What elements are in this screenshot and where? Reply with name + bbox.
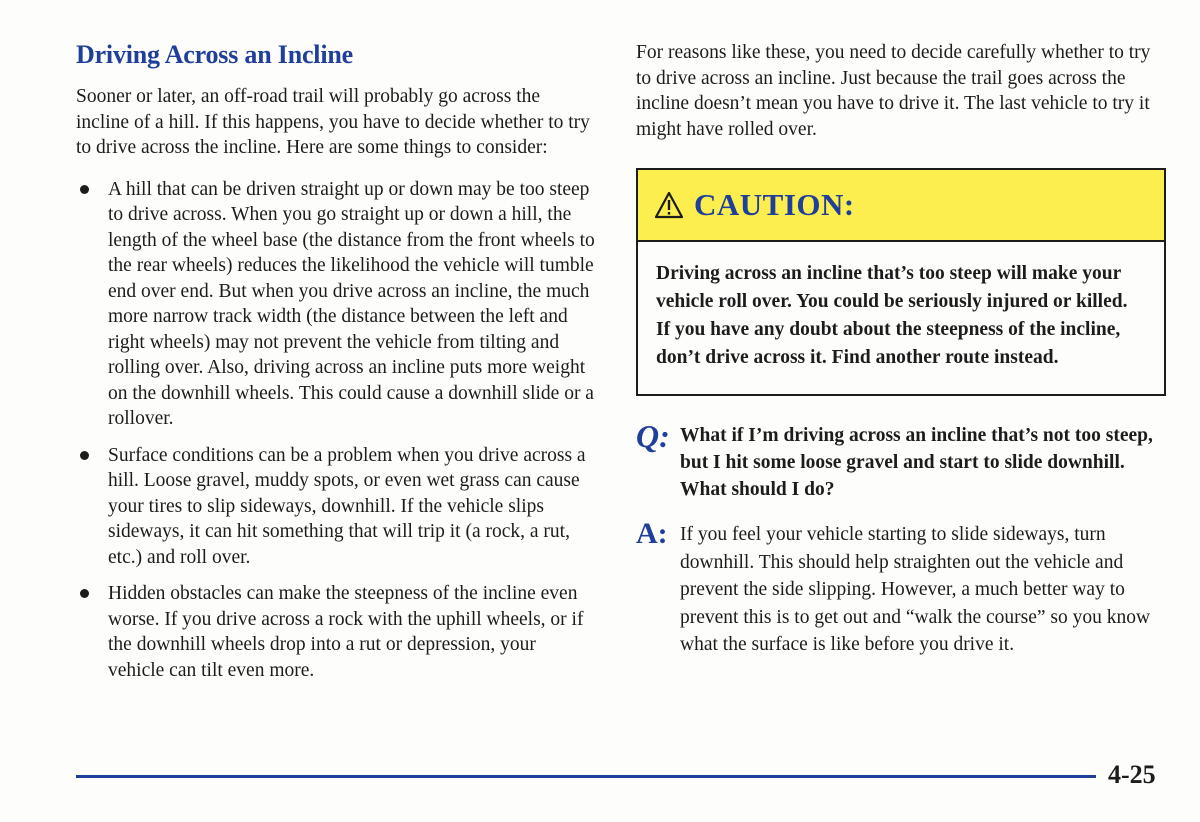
- list-item: [76, 581, 596, 683]
- list-item: [76, 177, 596, 432]
- question-mark-label: Q:: [636, 418, 670, 454]
- section-heading: Driving Across an Incline: [76, 40, 353, 69]
- list-item: [76, 443, 596, 571]
- caution-title: CAUTION:: [694, 187, 855, 222]
- footer-divider: [76, 775, 1096, 778]
- right-column: [636, 40, 1164, 659]
- intro-paragraph: Sooner or later, an off-road trail will probably go across the incline of a hill. If this happens, you have to decide whether to try to drive across the incline. Here are some things to consider:: [76, 86, 590, 158]
- answer-text: If you feel your vehicle starting to slide sideways, turn downhill. This should help straighten out the vehicle and prevent the side slipping. However, a much better way to prevent this is to get out and “walk the course” so you know what the surface is like before you drive it.: [680, 524, 1151, 655]
- considerations-list: [76, 177, 596, 684]
- right-intro-paragraph: For reasons like these, you need to decide carefully whether to try to drive across an incline. Just because the trail goes across the incline doesn’t mean you have to drive it. The last vehicle to try it might have rolled over.: [636, 42, 1151, 140]
- warning-triangle-icon: [654, 191, 684, 219]
- left-column: [76, 40, 596, 694]
- caution-header: [638, 170, 1164, 242]
- answer-mark-label: A:: [636, 517, 668, 550]
- page-number: 4-25: [1108, 760, 1156, 789]
- list-item-text: Surface conditions can be a problem when you drive across a hill. Loose gravel, muddy spots, or even wet grass can cause your tires to slip sideways, downhill. If the vehicle slips sideways, it can hit something that will trip it (a rock, a rut, etc.) and roll over.: [108, 444, 586, 568]
- question-text: What if I’m driving across an incline that’s not too steep, but I hit some loose gravel and start to slide downhill. What should I do?: [680, 425, 1153, 500]
- answer-block: [636, 517, 1164, 659]
- caution-text: Driving across an incline that’s too steep will make your vehicle roll over. You could be seriously injured or killed. If you have any doubt about the steepness of the incline, don’t drive across it. Find another route instead.: [656, 263, 1128, 368]
- bullet-icon: [80, 185, 89, 194]
- caution-box: [636, 168, 1166, 396]
- list-item-text: A hill that can be driven straight up or down may be too steep to drive across. When you go straight up or down a hill, the length of the wheel base (the distance from the front wheels to the rear wheels) reduces the likelihood the vehicle will tumble end over end. But when you drive across an incline, the much more narrow track width (the distance between the left and right wheels) may not prevent the vehicle from tilting and rolling over. Also, driving across an incline puts more weight on the downhill wheels. This could cause a downhill slide or a rollover.: [108, 178, 595, 429]
- list-item-text: Hidden obstacles can make the steepness of the incline even worse. If you drive across a rock with the uphill wheels, or if the downhill wheels drop into a rut or depression, your vehicle can tilt even more.: [108, 583, 584, 681]
- bullet-icon: [80, 451, 89, 460]
- question-block: [636, 418, 1164, 503]
- bullet-icon: [80, 589, 89, 598]
